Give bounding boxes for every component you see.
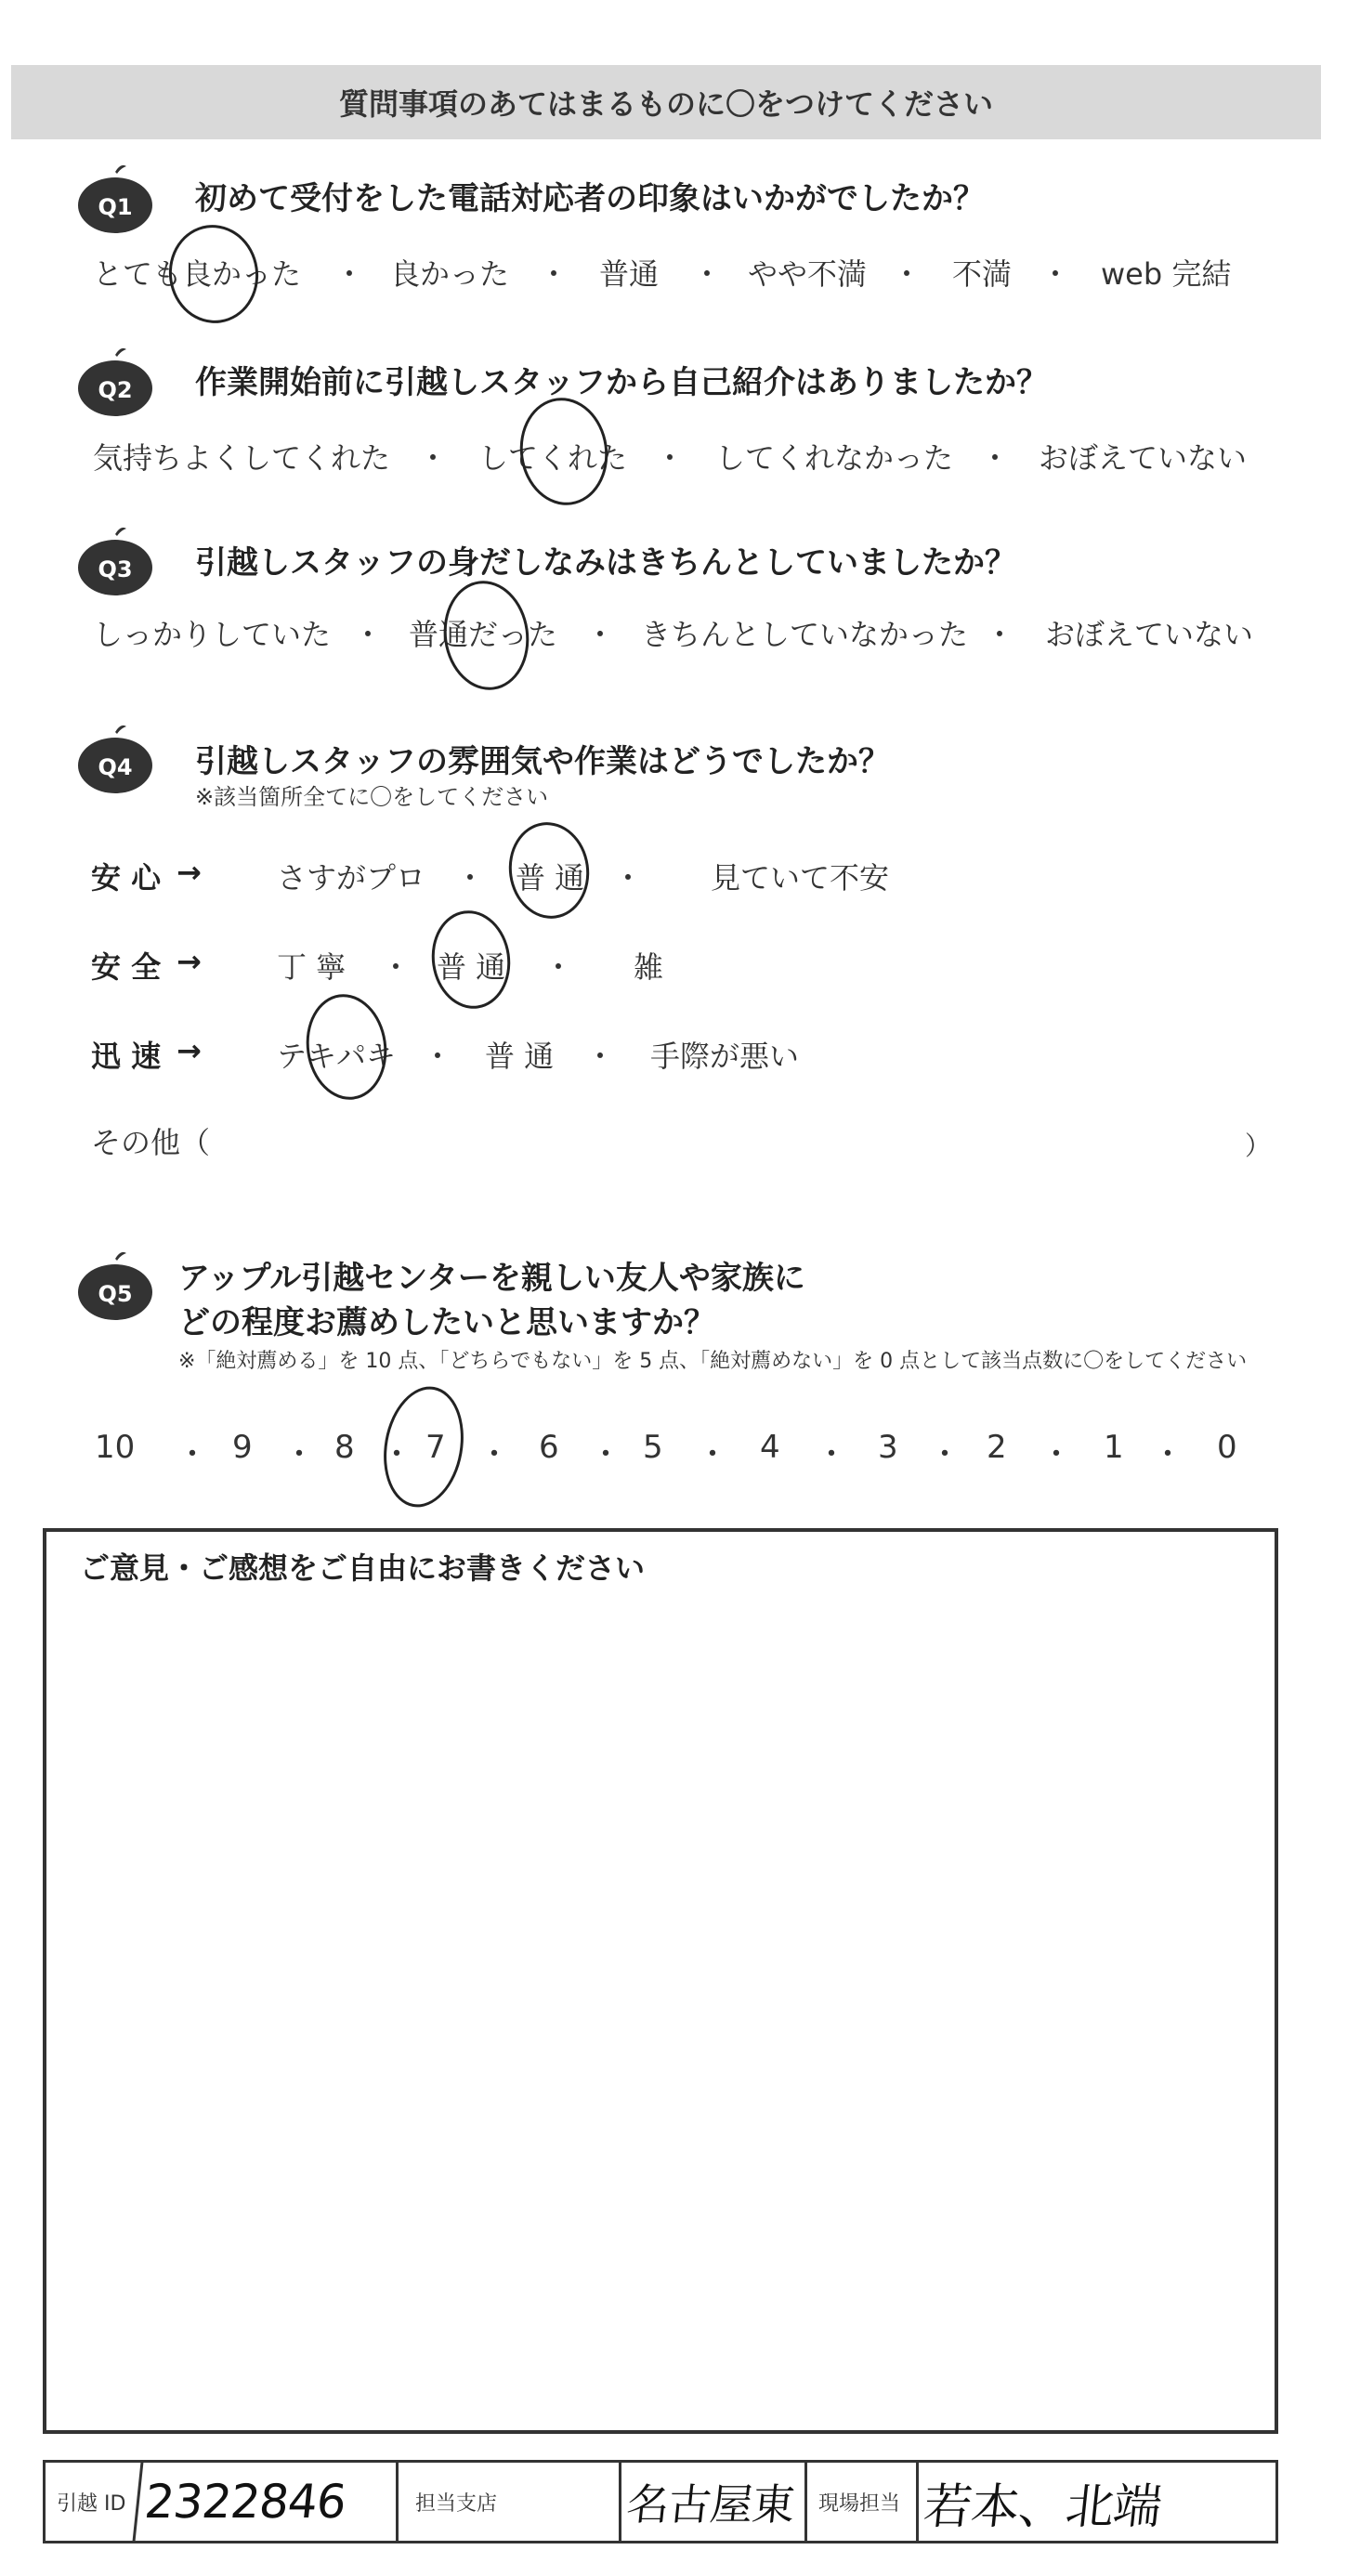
apple-badge-icon	[74, 1249, 156, 1324]
q3-option-3[interactable]: きちんとしていなかった	[641, 617, 969, 652]
separator-dot: ・	[478, 1436, 510, 1473]
q4-row3-option-3[interactable]: 手際が悪い	[650, 1039, 800, 1074]
staff-label: 現場担当	[818, 2491, 901, 2516]
feedback-box[interactable]	[43, 1528, 1278, 2434]
q4-other-close: ）	[1245, 1131, 1272, 1161]
separator-dot: ・	[980, 440, 1011, 476]
q4-row-label-anzen: 安 全	[91, 949, 162, 985]
q2-option-4[interactable]: おぼえていない	[1039, 440, 1248, 476]
staff-value: 若本、北端	[921, 2478, 1164, 2535]
apple-badge-icon	[74, 723, 156, 797]
q3-badge	[74, 525, 156, 599]
score-3[interactable]: 3	[878, 1429, 898, 1466]
move-id-label: 引越 ID	[57, 2491, 126, 2516]
selection-circle	[374, 1380, 472, 1514]
selection-circle	[163, 219, 265, 329]
q2-option-1[interactable]: 気持ちよくしてくれた	[93, 440, 391, 476]
score-8[interactable]: 8	[334, 1429, 355, 1466]
separator-dot: ・	[929, 1436, 961, 1473]
branch-label: 担当支店	[415, 2491, 498, 2516]
staff-value-cell	[919, 2463, 1275, 2541]
separator-dot: ・	[543, 949, 574, 985]
separator-dot: ・	[655, 440, 686, 476]
q4-row3-option-2[interactable]: 普 通	[485, 1039, 555, 1074]
separator-dot: ・	[585, 1039, 616, 1074]
q5-badge	[74, 1249, 156, 1324]
q3-title: 引越しスタッフの身だしなみはきちんとしていましたか？	[195, 544, 1016, 582]
separator-dot: ・	[697, 1436, 728, 1473]
arrow-right-icon: →	[177, 1033, 202, 1068]
footer-info	[43, 2460, 1278, 2543]
q2-title: 作業開始前に引越しスタッフから自己紹介はありましたか？	[195, 364, 1048, 401]
separator-dot: ・	[692, 256, 723, 292]
separator-dot: ・	[283, 1436, 315, 1473]
apple-badge-icon	[74, 346, 156, 420]
q3-badge-label: Q3	[98, 556, 133, 582]
score-6[interactable]: 6	[539, 1429, 559, 1466]
selection-circle	[503, 817, 595, 924]
q4-badge	[74, 723, 156, 797]
branch-value: 名古屋東	[623, 2479, 797, 2530]
separator-dot: ・	[1040, 1436, 1072, 1473]
score-4[interactable]: 4	[760, 1429, 780, 1466]
separator-dot: ・	[177, 1436, 208, 1473]
separator-dot: ・	[1040, 256, 1071, 292]
q4-row1-option-2[interactable]: 普 通	[516, 860, 585, 896]
separator-dot: ・	[381, 949, 412, 985]
q4-badge-label: Q4	[98, 754, 133, 780]
q1-badge	[74, 163, 156, 237]
q2-badge-label: Q2	[98, 377, 133, 403]
score-7[interactable]: 7	[425, 1429, 446, 1466]
selection-circle	[513, 392, 614, 511]
q4-row2-option-2[interactable]: 普 通	[437, 949, 506, 985]
selection-circle	[425, 906, 517, 1014]
apple-badge-icon	[74, 525, 156, 599]
q4-row1-option-3[interactable]: 見ていて不安	[711, 860, 890, 896]
q4-note: ※該当箇所全てに〇をしてください	[195, 784, 549, 810]
separator-dot: ・	[381, 1436, 412, 1473]
separator-dot: ・	[1152, 1436, 1184, 1473]
q2-option-3[interactable]: してくれなかった	[715, 440, 954, 476]
separator-dot: ・	[985, 617, 1015, 652]
q1-option-6[interactable]: web 完結	[1101, 256, 1232, 292]
q1-option-3[interactable]: 普通	[599, 256, 660, 292]
q4-title: 引越しスタッフの雰囲気や作業はどうでしたか？	[195, 743, 890, 780]
q1-option-5[interactable]: 不満	[952, 256, 1013, 292]
q5-title-line1: アップル引越センターを親しい友人や家族に	[178, 1260, 805, 1297]
q1-option-2[interactable]: 良かった	[390, 256, 510, 292]
q4-row3-option-1[interactable]: テキパキ	[277, 1039, 397, 1074]
q4-row2-option-1[interactable]: 丁 寧	[277, 949, 347, 985]
form-header: 質問事項のあてはまるものに〇をつけてください	[11, 65, 1321, 139]
score-9[interactable]: 9	[232, 1429, 253, 1466]
q1-option-1[interactable]: とても良かった	[93, 256, 302, 292]
separator-dot: ・	[423, 1039, 453, 1074]
staff-label-cell	[807, 2463, 919, 2541]
arrow-right-icon: →	[177, 944, 202, 979]
separator-dot: ・	[334, 256, 365, 292]
q5-title-line2: どの程度お薦めしたいと思いますか？	[178, 1304, 715, 1341]
q4-row-label-anshin: 安 心	[91, 860, 162, 896]
q1-title: 初めて受付をした電話対応者の印象はいかがでしたか？	[195, 180, 985, 217]
feedback-title: ご意見・ご感想をご自由にお書きください	[80, 1550, 646, 1586]
branch-value-cell	[621, 2463, 807, 2541]
apple-badge-icon	[74, 163, 156, 237]
separator-dot: ・	[585, 617, 616, 652]
branch-label-cell	[399, 2463, 621, 2541]
separator-dot: ・	[539, 256, 569, 292]
score-10[interactable]: 10	[95, 1429, 136, 1466]
q4-other-label: その他（	[91, 1125, 211, 1160]
q5-badge-label: Q5	[98, 1281, 133, 1307]
q4-row1-option-1[interactable]: さすがプロ	[277, 860, 426, 896]
q3-option-1[interactable]: しっかりしていた	[93, 617, 332, 652]
q4-row-label-jinsoku: 迅 速	[91, 1039, 162, 1074]
score-1[interactable]: 1	[1104, 1429, 1124, 1466]
move-id-cell	[46, 2463, 399, 2541]
arrow-right-icon: →	[177, 855, 202, 890]
separator-dot: ・	[590, 1436, 621, 1473]
separator-dot: ・	[816, 1436, 847, 1473]
score-0[interactable]: 0	[1217, 1429, 1237, 1466]
selection-circle	[299, 989, 393, 1105]
q3-option-4[interactable]: おぼえていない	[1045, 617, 1254, 652]
q5-note: ※「絶対薦める」を 10 点、「どちらでもない」を 5 点、「絶対薦めない」を 0 点として該当点数に〇をしてください	[178, 1350, 1248, 1373]
q1-badge-label: Q1	[98, 194, 133, 220]
score-2[interactable]: 2	[987, 1429, 1007, 1466]
q2-badge	[74, 346, 156, 420]
separator-dot: ・	[613, 860, 644, 896]
separator-dot: ・	[353, 617, 384, 652]
selection-circle	[437, 575, 536, 696]
separator-dot: ・	[418, 440, 449, 476]
q3-option-2[interactable]: 普通だった	[409, 617, 558, 652]
separator-dot: ・	[455, 860, 486, 896]
score-5[interactable]: 5	[643, 1429, 663, 1466]
move-id-value: 2322846	[133, 2463, 356, 2541]
q2-option-2[interactable]: してくれた	[478, 440, 628, 476]
q4-row2-option-3[interactable]: 雑	[634, 949, 664, 985]
q1-option-4[interactable]: やや不満	[748, 256, 868, 292]
separator-dot: ・	[892, 256, 922, 292]
